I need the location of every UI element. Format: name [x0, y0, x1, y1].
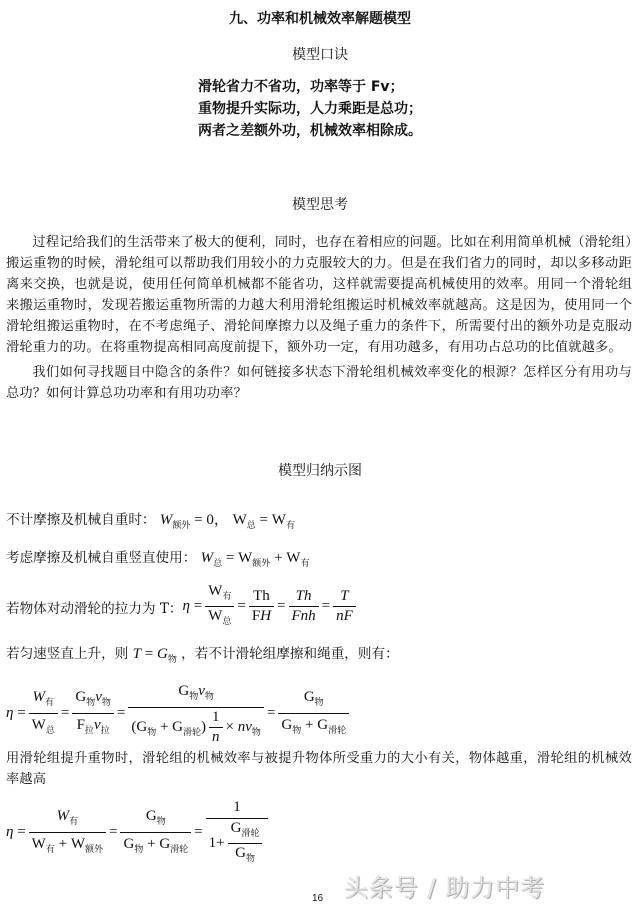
motto-line: 两者之差额外功，机械效率相除成。: [198, 123, 422, 139]
section-heading-motto: 模型口诀: [292, 47, 348, 63]
motto-block: [198, 76, 422, 142]
formula: η = $\frac{W_有}{W_总}$ = $\frac{Th}{FH}$ = $\frac{Th}{\text{Fnh}}$ = $\frac{T}{nF}$: [183, 582, 359, 631]
section-heading-summary: 模型归纳示图: [278, 463, 362, 479]
formula-line-with-friction: [6, 546, 309, 569]
formula-label: 若物体对动滑轮的拉力为 T：: [6, 600, 183, 617]
formula-line-tension: [6, 582, 359, 631]
formula: $W_总 = W_{额外} + W_有$: [200, 550, 310, 568]
formula-efficiency-weight: η = $\frac{W_有}{W_有 + W_{额外}}$ = $\frac{G_物}{G_物 + G_{滑轮}}$ = 1 1+ $\frac{G_{滑轮}}{G_物}$: [6, 796, 271, 868]
formula-line-uniform-lift: 若匀速竖直上升，则 $T = G_物$ ，若不计滑轮组摩擦和绳重，则有：: [6, 646, 399, 664]
formula-label: 不计摩擦及机械自重时：: [6, 512, 156, 528]
formula-label: ，若不计滑轮组摩擦和绳重，则有：: [181, 646, 399, 662]
thinking-paragraph-2: 我们如何寻找题目中隐含的条件？如何链接多状态下滑轮组机械效率变化的根源？怎样区分有用功与总功？如何计算总功功率和有用功功率？: [6, 365, 632, 401]
formula-label: 若匀速竖直上升，则: [6, 646, 129, 662]
motto-line: 重物提升实际功，人力乘距是总功；: [198, 101, 422, 117]
page-number: 16: [312, 893, 324, 904]
page-title: 九、功率和机械效率解题模型: [229, 11, 411, 27]
formula-label: 考虑摩擦及机械自重竖直使用：: [6, 550, 197, 566]
formula-line-no-friction: [6, 508, 295, 531]
watermark: 头条号 / 助力中考: [344, 874, 546, 902]
conclusion-paragraph: 用滑轮组提升重物时，滑轮组的机械效率与被提升物体所受重力的大小有关，物体越重，滑轮组的机械效率越高: [6, 751, 632, 787]
thinking-paragraph-1: 过程记给我们的生活带来了极大的便利，同时，也存在着相应的问题。比如在利用简单机械（滑轮组）搬运重物的时候，滑轮组可以帮助我们用较小的力克服较大的力。但是在我们省力的同时，却以多移动距离来交换，也就是说，使用任何简单机械都不能省功，这样就需要提高机械使用的效率。用同一个滑轮组来搬运重物时，发现若搬运重物所需的力越大利用滑轮组搬运时机械效率就越高。这是因为，使用同一个滑轮组搬运重物时，在不考虑绳子、滑轮间摩擦力以及绳子重力的条件下，所需要付出的额外功是克服动滑轮重力的功。在将重物提高相同高度前提下，额外功一定，有用功越多，有用功占总功的比值就越多。: [6, 235, 632, 355]
section-heading-thinking: 模型思考: [292, 197, 348, 213]
motto-line: 滑轮省力不省功，功率等于 Fv；: [198, 79, 404, 95]
formula-efficiency-speed: η = $\frac{W_有}{W_总}$ = $\frac{G_物v_物}{F_拉v_拉}$ = $G_物v_物$ $(G_物 + G_{滑轮})$ $\frac{1}{n}$ × $nv_物$ = $\frac{G_物}{G_物 + G_{滑轮}}$: [6, 680, 352, 747]
formula: $W_{额外} = 0$， $W_总 = W_有$: [159, 512, 295, 530]
